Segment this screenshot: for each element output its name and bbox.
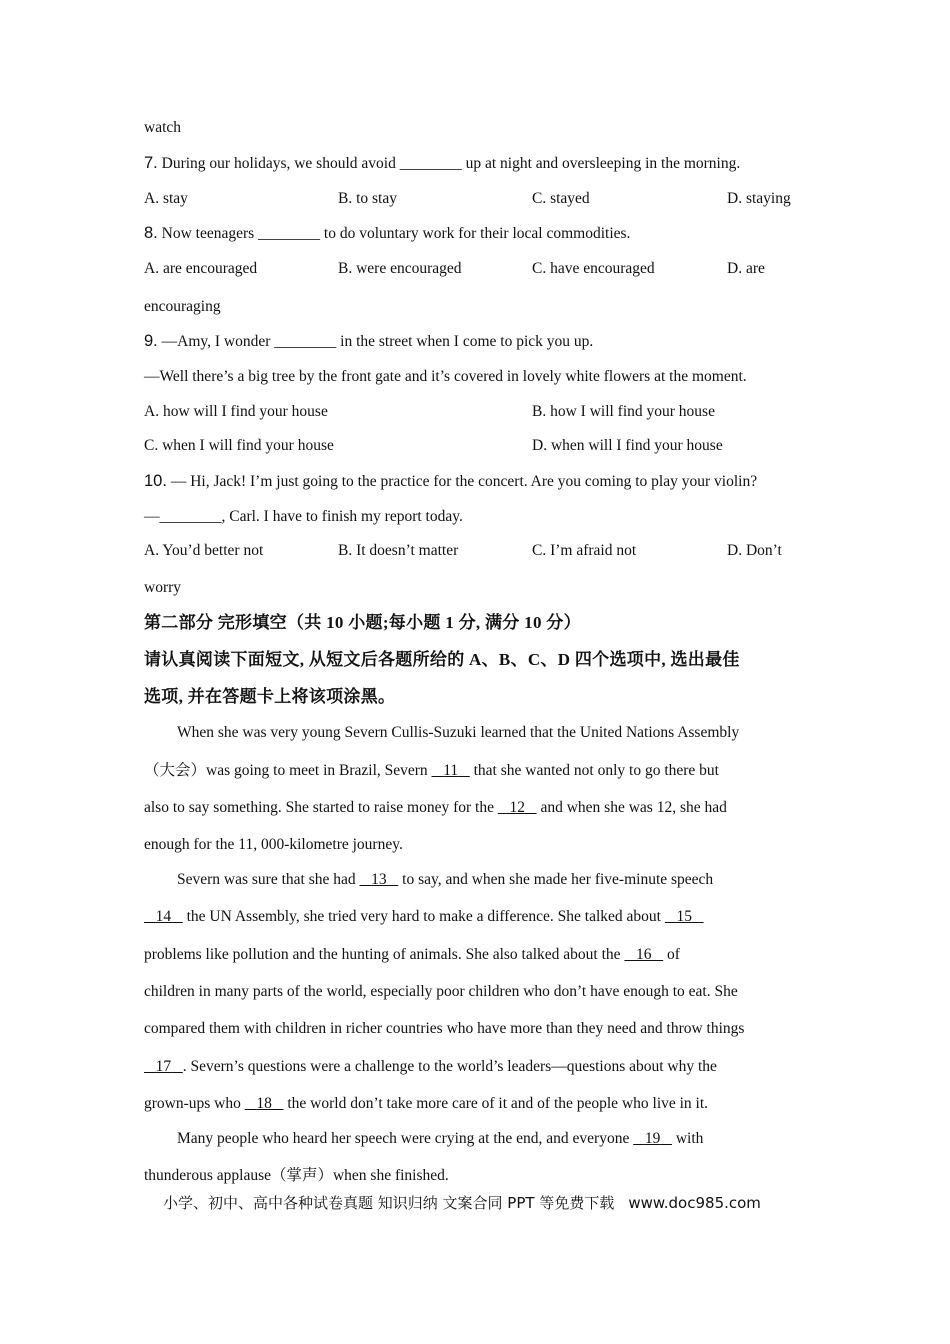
- passage-text: grown-ups who: [144, 1095, 245, 1112]
- blank-12: 12: [509, 799, 525, 816]
- passage-text: problems like pollution and the hunting of animals. She also talked about the: [144, 946, 625, 963]
- option-c: C. when I will find your house: [144, 437, 334, 454]
- passage-text: with: [671, 1130, 704, 1147]
- question-8: [144, 225, 630, 242]
- blank-17: 17: [155, 1058, 172, 1075]
- question-stem: — Hi, Jack! I’m just going to the practice for the concert. Are you coming to play your violin?: [170, 473, 758, 490]
- question-stem: During our holidays, we should avoid ________ up at night and oversleeping in the morning.: [161, 155, 741, 172]
- option-d: D. when will I find your house: [532, 437, 723, 454]
- question-7: [144, 155, 740, 172]
- option-d-tail: worry: [144, 579, 182, 596]
- q6-tail: watch: [144, 119, 182, 136]
- passage-text: Severn was sure that she had: [177, 871, 360, 888]
- passage-line: [177, 1131, 703, 1147]
- option-c: C. I’m afraid not: [532, 542, 637, 559]
- option-b: B. were encouraged: [338, 260, 462, 277]
- footer-text: 小学、初中、高中各种试卷真题 知识归纳 文案合同 PPT 等免费下载: [163, 1194, 615, 1212]
- question-number: 8.: [144, 224, 158, 242]
- passage-text: that she wanted not only to go there but: [469, 762, 719, 779]
- question-stem: Now teenagers ________ to do voluntary work for their local commodities.: [161, 225, 631, 242]
- blank-18: 18: [256, 1095, 272, 1112]
- passage-line: [144, 1059, 717, 1075]
- blank-14: 14: [155, 908, 172, 925]
- option-d: D. staying: [727, 190, 791, 207]
- option-a: A. You’d better not: [144, 542, 264, 559]
- passage-line: children in many parts of the world, especially poor children who don’t have enough to eat. She: [144, 983, 738, 1000]
- option-a: A. are encouraged: [144, 260, 258, 277]
- option-a: A. stay: [144, 190, 188, 207]
- blank-11: 11: [443, 762, 459, 779]
- passage-text: also to say something. She started to raise money for the: [144, 799, 498, 816]
- question-10: [144, 473, 757, 490]
- option-a: A. how will I find your house: [144, 403, 328, 420]
- question-9: [144, 333, 593, 350]
- passage-line: enough for the 11, 000-kilometre journey.: [144, 836, 403, 853]
- passage-line: [177, 872, 713, 888]
- passage-text: the world don’t take more care of it and of the people who live in it.: [283, 1095, 709, 1112]
- blank-15: 15: [676, 908, 692, 925]
- blank-16: 16: [636, 946, 652, 963]
- question-stem: —Amy, I wonder ________ in the street when I come to pick you up.: [161, 333, 594, 350]
- option-b: B. to stay: [338, 190, 397, 207]
- passage-line: compared them with children in richer countries who have more than they need and throw things: [144, 1020, 745, 1037]
- passage-line: [144, 800, 727, 816]
- blank-13: 13: [371, 871, 387, 888]
- option-c: C. stayed: [532, 190, 590, 207]
- section-title: 第二部分 完形填空（共 10 小题;每小题 1 分, 满分 10 分）: [144, 613, 581, 632]
- option-b: B. how I will find your house: [532, 403, 715, 420]
- passage-text: and when she was 12, she had: [536, 799, 727, 816]
- passage-line: [144, 1096, 708, 1112]
- question-number: 9.: [144, 332, 158, 350]
- passage-text: . Severn’s questions were a challenge to the world’s leaders—questions about why the: [182, 1058, 717, 1075]
- passage-text: the UN Assembly, she tried very hard to make a difference. She talked about: [182, 908, 665, 925]
- question-number: 10.: [144, 472, 167, 490]
- passage-line: [144, 947, 680, 963]
- passage-line: [144, 909, 704, 925]
- page-footer: [163, 1192, 761, 1213]
- section-instructions-line1: 请认真阅读下面短文, 从短文后各题所给的 A、B、C、D 四个选项中, 选出最佳: [144, 650, 740, 669]
- question-10-line2: —________, Carl. I have to finish my report today.: [144, 508, 463, 525]
- footer-url[interactable]: www.doc985.com: [628, 1194, 761, 1212]
- question-number: 7.: [144, 154, 158, 172]
- passage-text: of: [663, 946, 680, 963]
- option-c: C. have encouraged: [532, 260, 655, 277]
- passage-text: to say, and when she made her five-minute speech: [398, 871, 714, 888]
- section-instructions-line2: 选项, 并在答题卡上将该项涂黑。: [144, 687, 396, 706]
- option-b: B. It doesn’t matter: [338, 542, 459, 559]
- passage-line: [144, 763, 719, 779]
- passage-text: Many people who heard her speech were crying at the end, and everyone: [177, 1130, 634, 1147]
- blank-19: 19: [644, 1130, 661, 1147]
- option-d: D. are: [727, 260, 765, 277]
- passage-line: thunderous applause（掌声）when she finished.: [144, 1167, 449, 1184]
- passage-text: （大会）was going to meet in Brazil, Severn: [144, 762, 432, 779]
- question-9-line2: —Well there’s a big tree by the front gate and it’s covered in lovely white flowers at the moment.: [144, 368, 747, 385]
- passage-line: When she was very young Severn Cullis-Suzuki learned that the United Nations Assembly: [177, 724, 740, 741]
- option-d-tail: encouraging: [144, 298, 221, 315]
- option-d: D. Don’t: [727, 542, 782, 559]
